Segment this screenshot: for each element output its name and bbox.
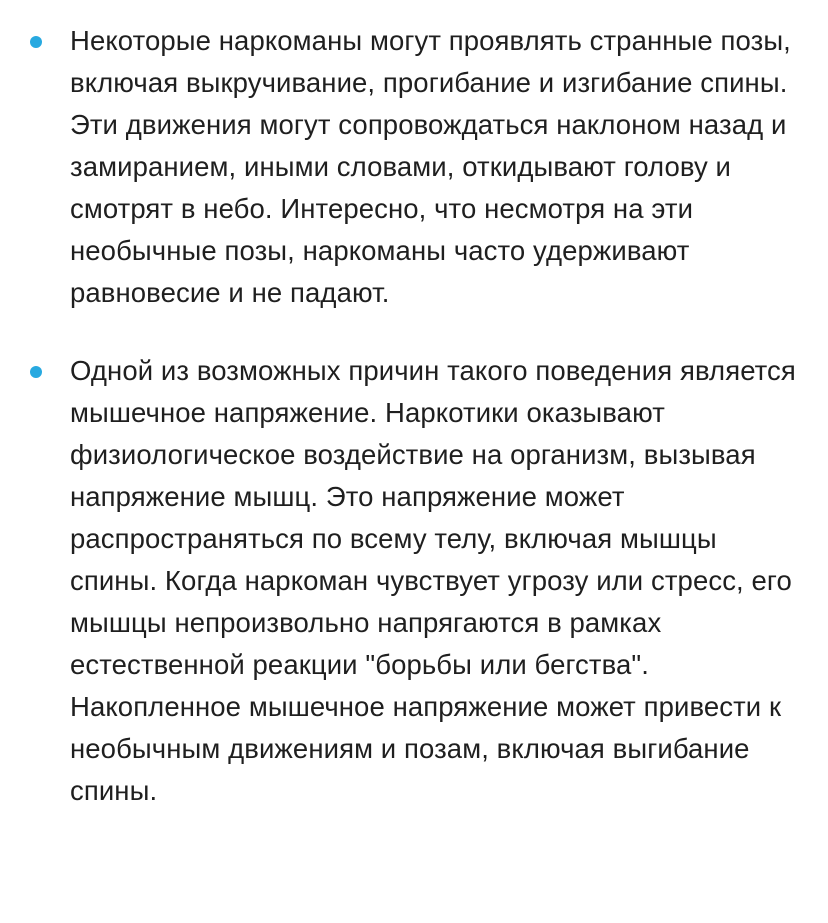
list-item <box>0 350 828 812</box>
bullet-list <box>0 20 828 812</box>
bullet-dot-icon <box>30 36 42 48</box>
bullet-dot-icon <box>30 366 42 378</box>
bullet-text: Некоторые наркоманы могут проявлять странные позы, включая выкручивание, прогибание и изгибание спины. Эти движения могут сопровождаться наклоном назад и замиранием, иными словами, откидывают голову и смотрят в небо. Интересно, что несмотря на эти необычные позы, наркоманы часто удерживают равновесие и не падают. <box>70 25 791 308</box>
bullet-text: Одной из возможных причин такого поведения является мышечное напряжение. Наркотики оказывают физиологическое воздействие на организм, вызывая напряжение мышц. Это напряжение может распространяться по всему телу, включая мышцы спины. Когда наркоман чувствует угрозу или стресс, его мышцы непроизвольно напрягаются в рамках естественной реакции "борьбы или бегства". Накопленное мышечное напряжение может привести к необычным движениям и позам, включая выгибание спины. <box>70 355 796 806</box>
list-item <box>0 20 828 314</box>
